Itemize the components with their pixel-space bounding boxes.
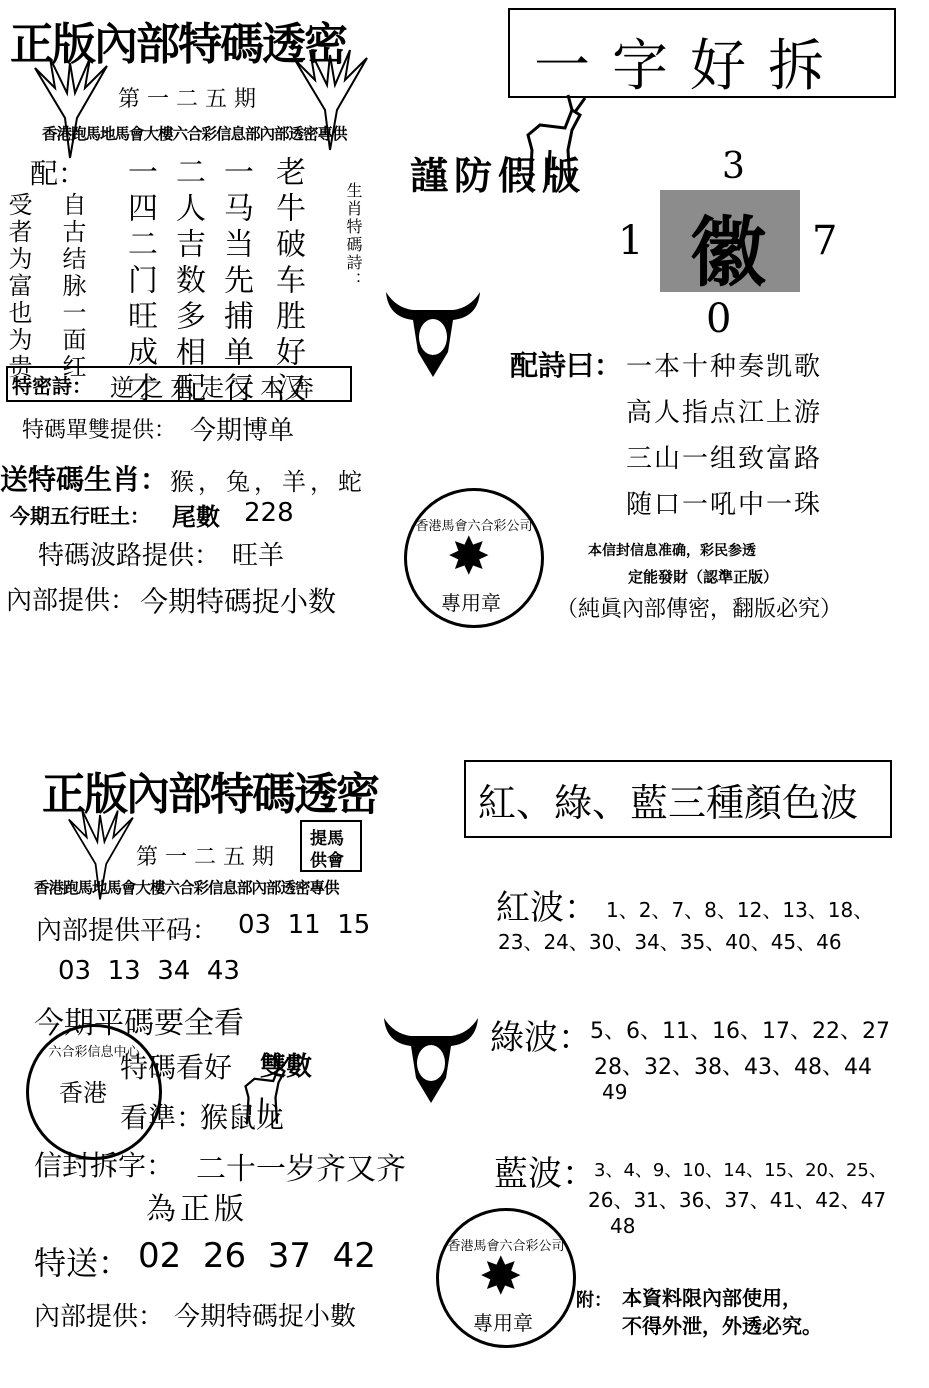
poem-column: 一马当先捕单行 [218, 156, 253, 408]
footnote-label: 附： [576, 1290, 612, 1311]
top-issue: 第 一 二 五 期 [118, 87, 256, 112]
number-bottom: 0 [706, 296, 732, 342]
number-left: 1 [618, 218, 644, 264]
top-subtitle: 香港跑馬地馬會大樓六合彩信息部內部透密專供 [42, 125, 347, 143]
poem-column: 老牛破车胜好汉 [270, 156, 305, 408]
note-line: （純眞內部傳密，翻版必究） [556, 597, 843, 622]
poem-column: 一四二门旺成才 [122, 156, 157, 408]
poem-line: 三山一组致富路 [626, 444, 823, 474]
note-line: 本信封信息准确，彩民参透 [588, 543, 756, 559]
flat-label: 內部提供平码： [36, 916, 219, 946]
single-double-label: 特碼單雙提供： [22, 418, 177, 443]
blue-wave-numbers: 48 [610, 1214, 636, 1238]
badge-bottom: 供會 [310, 851, 344, 871]
stamp-ring-text: 香港馬會六合彩公司 [447, 1239, 565, 1254]
stamp-ring-text: 六合彩信息中心 [48, 1045, 140, 1060]
red-wave-numbers: 1、2、7、8、12、13、18、 [606, 898, 874, 922]
bottom-inside-value: 今期特碼捉小數 [174, 1302, 357, 1332]
number-right: 7 [812, 218, 838, 264]
blue-wave-label: 藍波： [494, 1154, 596, 1194]
footnote-line: 不得外泄，外透必究。 [622, 1314, 822, 1338]
company-stamp [436, 1208, 576, 1348]
secret-poem: 逆之东走又本奔 [110, 374, 320, 402]
star-icon: ✸ [447, 527, 491, 587]
red-wave-label: 紅波： [496, 888, 598, 928]
secret-poem-label: 特密詩： [12, 374, 92, 398]
warning-text: 謹防假版 [410, 154, 587, 198]
blue-wave-numbers: 26、31、36、37、41、42、47 [588, 1188, 887, 1212]
bull-icon [378, 282, 488, 382]
text-line: 今期平碼要全看 [34, 1006, 244, 1041]
red-wave-numbers: 23、24、30、34、35、40、45、46 [498, 930, 842, 954]
poem-column: 自古结脉一面红 [58, 192, 86, 381]
inside-value: 今期特碼捉小数 [140, 585, 337, 618]
zodiac-value: 猴，兔，羊，蛇 [170, 468, 366, 496]
big-char: 徽 [690, 208, 766, 297]
blue-wave-numbers: 3、4、9、10、14、15、20、25、 [594, 1160, 887, 1181]
bottom-inside-label: 內部提供： [34, 1302, 165, 1332]
flat-values: 03 11 15 [238, 910, 371, 940]
poem-line: 高人指点江上游 [626, 398, 823, 428]
star-icon: ✸ [479, 1247, 523, 1307]
warning-num: 3 [722, 146, 745, 187]
single-double-value: 今期博单 [190, 416, 295, 446]
text-line: 看準： [120, 1101, 205, 1134]
stamp-center: 香港 [59, 1079, 107, 1107]
poem-label: 配詩曰： [510, 349, 623, 382]
stamp-ring-text: 香港馬會六合彩公司 [415, 519, 533, 534]
poem-line: 一本十种奏凯歌 [626, 352, 823, 382]
poem-side-label: 生肖特碼詩： [344, 182, 363, 290]
text-line: 雙數 [260, 1052, 313, 1082]
bottom-title: 正版內部特碼透密 [42, 769, 378, 820]
footnote-line: 本資料限內部使用， [622, 1286, 802, 1310]
info-center-stamp [26, 1024, 162, 1160]
text-line: 特碼看好 [120, 1051, 233, 1084]
bottom-issue: 第 一 二 五 期 [136, 845, 274, 870]
top-title: 正版內部特碼透密 [10, 19, 346, 70]
green-wave-numbers: 5、6、11、16、17、22、27 [590, 1019, 890, 1044]
inside-label: 內部提供： [6, 586, 137, 616]
badge-top: 提馬 [310, 829, 344, 849]
eagle-icon [25, 48, 115, 168]
stamp-bottom: 專用章 [441, 591, 501, 615]
text-line: 猴鼠龙 [200, 1101, 285, 1134]
envelope-value: 二十一岁齐又齐 [196, 1152, 406, 1187]
bottom-subtitle: 香港跑馬地馬會大樓六合彩信息部內部透密專供 [34, 879, 339, 897]
poem-line: 随口一吼中一珠 [626, 490, 823, 520]
pei-label: 配： [30, 157, 87, 190]
poem-column: 二人吉数多相配 [170, 156, 205, 408]
green-wave-numbers: 49 [602, 1080, 628, 1104]
company-stamp [404, 488, 544, 628]
note-line: 定能發財（認準正版） [628, 568, 779, 586]
five-elements-label: 今期五行旺土： [10, 504, 150, 528]
banner-text: 一字好拆 [534, 34, 846, 99]
tail-label: 尾數 [172, 503, 220, 531]
green-wave-label: 綠波： [490, 1018, 592, 1058]
color-wave-banner: 紅、綠、藍三種顏色波 [478, 781, 859, 825]
wave-value: 旺羊 [232, 541, 285, 571]
envelope-label: 信封拆字： [34, 1149, 175, 1182]
wave-label: 特碼波路提供： [38, 541, 221, 571]
flat-values: 03 13 34 43 [58, 956, 240, 986]
tail-value: 228 [244, 498, 294, 528]
bull-icon [376, 1008, 486, 1108]
envelope-value: 為正版 [146, 1192, 248, 1227]
zodiac-label: 送特碼生肖： [0, 463, 169, 496]
special-values: 02 26 37 42 [138, 1236, 376, 1276]
stamp-bottom: 專用章 [473, 1311, 533, 1335]
poem-column: 受者为富也为贵 [4, 192, 32, 381]
special-label: 特送： [34, 1244, 131, 1282]
green-wave-numbers: 28、32、38、43、48、44 [594, 1055, 872, 1080]
